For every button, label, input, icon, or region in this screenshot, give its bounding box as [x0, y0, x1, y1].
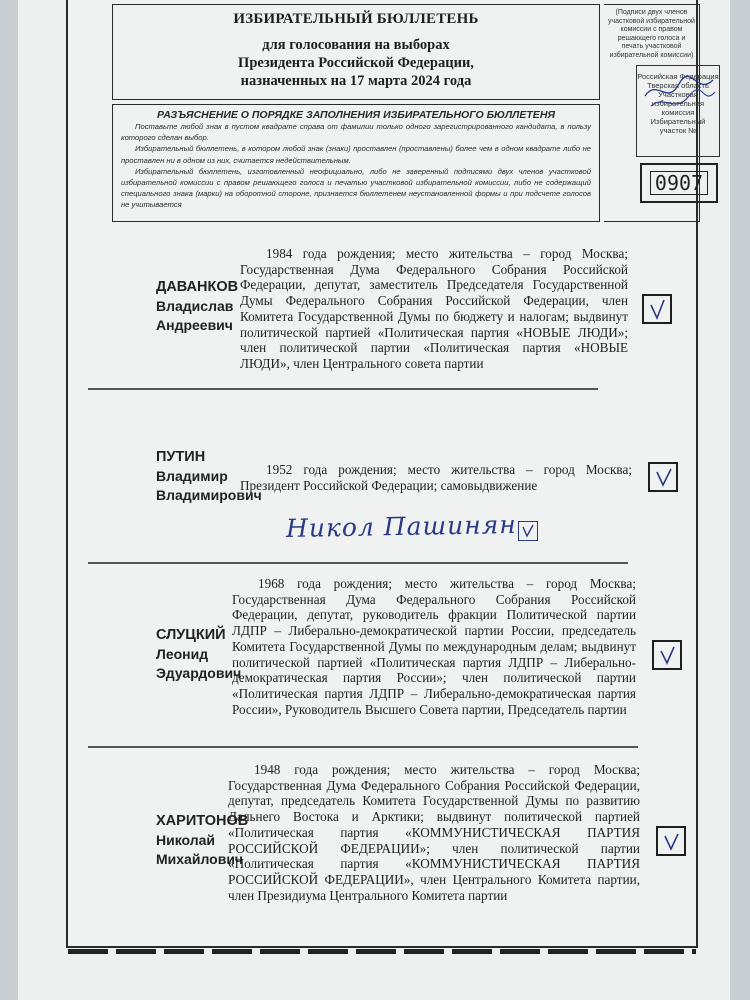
- serial-number: 0907: [650, 171, 708, 195]
- signatures-note: (Подписи двух членов участковой избирательной комиссии с правом решающего голоса и печать участковой избирательной комиссии): [608, 9, 695, 59]
- candidate-first-name: Леонид: [156, 646, 209, 662]
- commission-panel: [604, 4, 719, 222]
- ballot-subtitle-2: Президента Российской Федерации,: [238, 55, 474, 71]
- candidate-patronymic: Михайлович: [156, 851, 244, 867]
- candidate-surname: СЛУЦКИЙ: [156, 627, 226, 643]
- candidate-patronymic: Эдуардович: [156, 665, 242, 681]
- candidate-3-description: 1968 года рождения; место жительства – город Москва; Государственная Дума Федерального Собрания Российской Федерации, депутат, руководитель фракции Политической партии ЛДПР – Либерально-демократической партии России, председатель Комитета Государственной Думы по международным делам; выдвинут политической партией «Политическая партия ЛДПР – Либерально-демократическая партия России»; член политической партии «Политическая партия ЛДПР – Либерально-демократическая партия России», Руководитель Высшего Совета партии, Председатель партии: [232, 576, 636, 717]
- checkmark-icon: [650, 464, 678, 492]
- candidate-first-name: Владимир: [156, 468, 228, 484]
- candidate-2-checkbox[interactable]: [648, 462, 678, 492]
- candidate-first-name: Владислав: [156, 298, 234, 314]
- ballot-title: ИЗБИРАТЕЛЬНЫЙ БЮЛЛЕТЕНЬ: [233, 11, 479, 27]
- signature-icon: [637, 66, 721, 158]
- candidate-separator: [88, 746, 638, 748]
- stamp-line: Избирательный: [650, 117, 706, 126]
- stamp-line: комиссия: [661, 108, 695, 117]
- instructions-paragraph-1: Поставьте любой знак в пустом квадрате справа от фамилии только одного зарегистрированного кандидата, в пользу которого сделан выбор.: [121, 122, 591, 143]
- candidate-separator: [88, 562, 628, 564]
- candidate-patronymic: Андреевич: [156, 317, 233, 333]
- serial-number-frame: [640, 163, 718, 203]
- instructions-title: РАЗЪЯСНЕНИЕ О ПОРЯДКЕ ЗАПОЛНЕНИЯ ИЗБИРАТЕЛЬНОГО БЮЛЛЕТЕНЯ: [156, 109, 556, 121]
- stamp-line: Российская Федерация: [637, 72, 719, 81]
- handwritten-checkbox[interactable]: [518, 521, 538, 541]
- ballot-frame: [66, 0, 719, 948]
- stamp-line: Тверская область: [647, 81, 709, 90]
- candidate-separator: [88, 388, 598, 390]
- candidate-1-name: [156, 278, 238, 335]
- candidate-3-checkbox[interactable]: [652, 640, 682, 670]
- candidate-surname: ХАРИТОНОВ: [156, 813, 249, 829]
- ballot-paper: [18, 0, 730, 1000]
- ballot-subtitle-1: для голосования на выборах: [262, 37, 450, 53]
- candidate-4-description: 1948 года рождения; место жительства – город Москва; Государственная Дума Федерального Собрания Российской Федерации, депутат, председатель Комитета Государственной Думы по развитию Дальнего Востока и Арктики; выдвинут политической партией «Политическая партия «КОММУНИСТИЧЕСКАЯ ПАРТИЯ РОССИЙСКОЙ ФЕДЕРАЦИИ»; член политической партии «Политическая партия «КОММУНИСТИЧЕСКАЯ ПАРТИЯ РОССИЙСКОЙ ФЕДЕРАЦИИ», член Центрального Комитета партии, член Президиума Центрального Комитета партии: [228, 762, 640, 903]
- ballot-subtitle-3: назначенных на 17 марта 2024 года: [240, 73, 472, 89]
- checkmark-icon: [644, 296, 672, 324]
- checkmark-icon: [658, 828, 686, 856]
- handwritten-name: Никол Пашинян: [285, 509, 517, 544]
- candidate-4-checkbox[interactable]: [656, 826, 686, 856]
- candidate-patronymic: Владимирович: [156, 487, 262, 503]
- stamp-line: избирательная: [651, 99, 705, 108]
- candidate-surname: ДАВАНКОВ: [156, 279, 239, 295]
- candidate-2-description: 1952 года рождения; место жительства – город Москва; Президент Российской Федерации; самовыдвижение: [240, 462, 632, 493]
- candidate-1-checkbox[interactable]: [642, 294, 672, 324]
- checkmark-icon: [519, 522, 537, 540]
- instructions-paragraph-2: Избирательный бюллетень, в котором любой знак (знаки) проставлен (проставлены) более чем в одном квадрате либо не проставлен ни в одном из них, считается недействительным.: [121, 144, 591, 165]
- commission-stamp: [636, 65, 720, 157]
- candidate-surname: ПУТИН: [156, 449, 206, 465]
- candidate-1-description: 1984 года рождения; место жительства – город Москва; Государственная Дума Федерального Собрания Российской Федерации, депутат, заместитель Председателя Государственной Думы Федерального Собрания Российской Федерации, член Комитета Государственной Думы по бюджету и налогам; выдвинут политической партией «Политическая партия «НОВЫЕ ЛЮДИ»; член политической партии «Политическая партия «НОВЫЕ ЛЮДИ», член Центрального совета партии: [240, 246, 628, 371]
- instructions-block: [112, 104, 600, 222]
- instructions-paragraph-3: Избирательный бюллетень, изготовленный неофициально, либо не заверенный подписями двух членов участковой избирательной комиссии с правом решающего голоса и печатью участковой избирательной комиссии, либо не содержащий специального знака (марки) на оборотной стороне, признается бюллетенем неустановленной формы и при подсчете голосов не учитывается: [121, 166, 591, 210]
- stamp-line: участок №: [659, 126, 697, 135]
- checkmark-icon: [654, 642, 682, 670]
- candidate-first-name: Николай: [156, 832, 216, 848]
- ballot-header: [112, 4, 600, 100]
- candidate-3-name: [156, 626, 241, 683]
- ballot-bottom-border: [68, 949, 696, 954]
- stamp-line: Участковая: [658, 90, 698, 99]
